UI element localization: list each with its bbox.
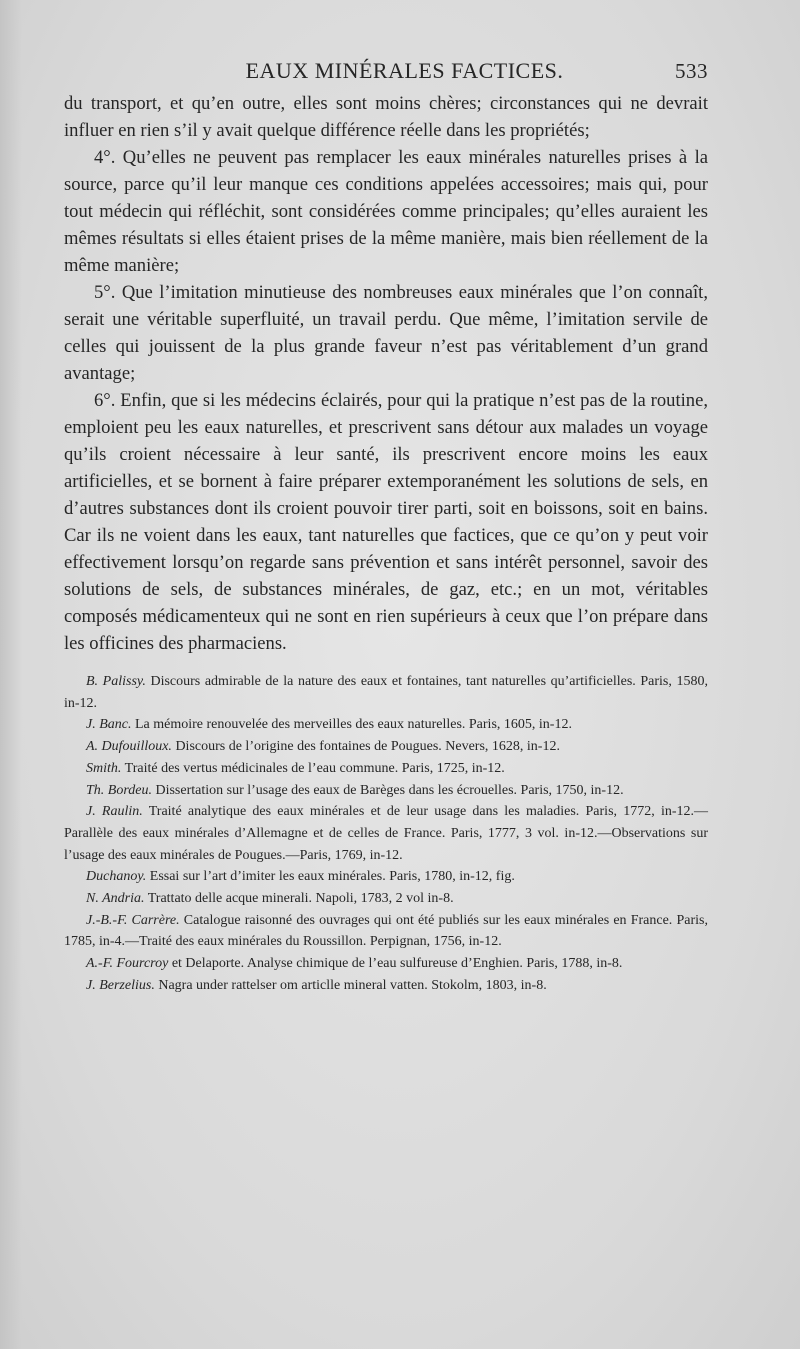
paragraph: 5°. Que l’imitation minutieuse des nombreuses eaux minérales que l’on connaît, serait une véritable superfluité, un travail perdu. Que même, l’imitation servile de celles qui jouissent de la plus grande faveur n’est pas véritablement d’un grand avantage; [64, 282, 708, 384]
reference-entry [64, 758, 708, 780]
page-number: 533 [675, 59, 708, 83]
running-header [64, 58, 708, 84]
reference-author: Duchanoy. [86, 869, 147, 885]
reference-author: A. Dufouilloux. [86, 739, 172, 755]
reference-entry [64, 888, 708, 910]
reference-entry [64, 953, 708, 975]
reference-entry [64, 736, 708, 758]
reference-text: et Delaporte. Analyse chimique de l’eau sulfureuse d’Enghien. Paris, 1788, in-8. [168, 956, 623, 972]
reference-text: Catalogue raisonné des ouvrages qui ont été publiés sur les eaux minérales en France. Paris, 1785, in-4.—Traité des eaux minérales du Roussillon. Perpignan, 1756, in-12. [64, 912, 708, 950]
reference-text: Discours admirable de la nature des eaux et fontaines, tant naturelles qu’artificielles. Paris, 1580, in-12. [64, 674, 708, 711]
reference-text: Essai sur l’art d’imiter les eaux minérales. Paris, 1780, in-12, fig. [146, 869, 515, 885]
reference-author: J.-B.-F. Carrère. [86, 912, 180, 928]
reference-author: J. Banc. [86, 717, 132, 733]
reference-author: Th. Bordeu. [86, 782, 152, 798]
paragraph: 4°. Qu’elles ne peuvent pas remplacer les eaux minérales naturelles prises à la source, parce qu’il leur manque ces conditions appelées accessoires; mais qui, pour tout médecin qui réfléchit, sont considérées comme principales; qu’elles auraient les mêmes résultats si elles étaient prises de la même manière, mais bien réellement de la même manière; [64, 147, 708, 276]
reference-author: A.-F. Fourcroy [86, 956, 169, 972]
reference-author: J. Berzelius. [86, 977, 155, 993]
reference-text: Nagra under rattelser om articlle mineral vatten. Stokolm, 1803, in-8. [154, 977, 547, 993]
reference-entry [64, 714, 708, 736]
reference-author: B. Palissy. [86, 674, 146, 689]
reference-entry [64, 975, 708, 997]
reference-text: Trattato delle acque minerali. Napoli, 1783, 2 vol in-8. [144, 891, 454, 907]
reference-text: Traité analytique des eaux minérales et de leur usage dans les maladies. Paris, 1772, in-12.—Parallèle des eaux minérales d’Allemagne et de celles de France. Paris, 1777, 3 vol. in-12.—Observations sur l’usage des eaux minérales de Pougues.—Paris, 1769, in-12. [64, 804, 708, 863]
reference-entry [64, 910, 708, 953]
reference-author: J. Raulin. [86, 804, 143, 820]
reference-author: N. Andria. [86, 891, 145, 907]
paragraph: 6°. Enfin, que si les médecins éclairés, pour qui la pratique n’est pas de la routine, emploient peu les eaux naturelles, et prescrivent sans détour aux malades un voyage qu’ils croient nécessaire à leur santé, ils prescrivent encore moins les eaux artificielles, et se bornent à faire préparer extemporanément les solutions de sels, en d’autres substances dont ils croient pouvoir tirer parti, soit en boissons, soit en bains. Car ils ne voient dans les eaux, tant naturelles que factices, que ce qu’on y peut voir effectivement lorsqu’on regarde sans prévention et sans intérêt personnel, savoir des solutions de sels, de substances minérales, de gaz, etc.; en un mot, véritables composés médicamenteux qui ne sont en rien supérieurs à ceux que l’on prépare dans les officines des pharmaciens. [64, 390, 708, 654]
reference-text: Traité des vertus médicinales de l’eau commune. Paris, 1725, in-12. [121, 760, 505, 776]
running-title: EAUX MINÉRALES FACTICES. [245, 58, 564, 83]
paragraph: du transport, et qu’en outre, elles sont moins chères; circonstances qui ne devrait influer en rien s’il y avait quelque différence réelle dans les propriétés; [64, 93, 708, 141]
bibliography [64, 671, 708, 997]
reference-entry [64, 780, 708, 802]
reference-text: Discours de l’origine des fontaines de Pougues. Nevers, 1628, in-12. [171, 739, 560, 755]
reference-entry [64, 671, 708, 714]
reference-author: Smith. [86, 760, 122, 776]
reference-entry [64, 801, 708, 866]
reference-text: Dissertation sur l’usage des eaux de Barèges dans les écrouelles. Paris, 1750, in-12. [151, 782, 624, 798]
main-text [64, 90, 708, 657]
reference-entry [64, 866, 708, 888]
reference-text: La mémoire renouvelée des merveilles des eaux naturelles. Paris, 1605, in-12. [131, 717, 572, 733]
